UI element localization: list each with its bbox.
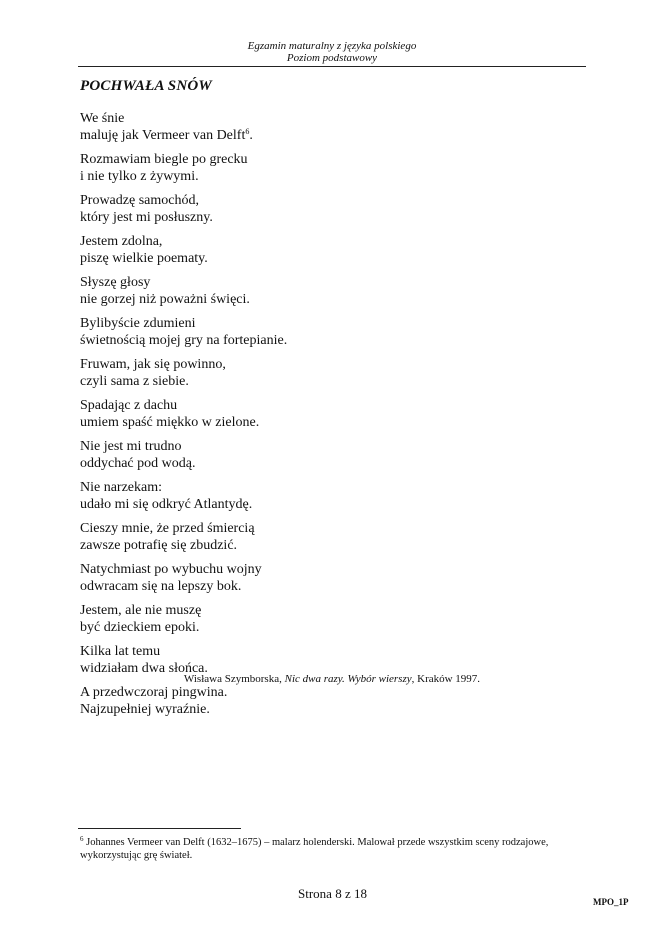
stanza bbox=[80, 602, 560, 636]
poem-line bbox=[80, 701, 560, 718]
poem-line: maluję jak Vermeer van Delft$^6$. bbox=[80, 127, 253, 143]
stanza bbox=[80, 315, 560, 349]
footnote-reference: 6 bbox=[245, 127, 250, 136]
poem-line-text: Prowadzę samochód, bbox=[80, 193, 199, 208]
poem-line bbox=[80, 151, 560, 168]
poem-line-text: Spadając z dachu bbox=[80, 398, 178, 413]
exam-title: Egzamin maturalny z języka polskiego bbox=[247, 40, 417, 52]
poem-line-text: Cieszy mnie, że przed śmiercią bbox=[80, 521, 255, 536]
poem-line-text: Jestem zdolna, bbox=[80, 234, 163, 249]
poem-line-text: oddychać pod wodą. bbox=[80, 456, 196, 471]
poem-line bbox=[80, 274, 560, 291]
poem-line bbox=[80, 332, 560, 349]
poem-line-text: czyli sama z siebie. bbox=[80, 374, 189, 389]
poem-line-text: Słyszę głosy bbox=[80, 275, 151, 290]
poem-line bbox=[80, 233, 560, 250]
stanza bbox=[80, 192, 560, 226]
source-author: Wisława Szymborska, bbox=[183, 673, 285, 685]
poem-line-text: A przedwczoraj pingwina. bbox=[80, 685, 228, 700]
poem-line bbox=[80, 291, 560, 308]
poem-line bbox=[80, 561, 560, 578]
poem-line bbox=[80, 250, 560, 267]
poem-line bbox=[80, 209, 560, 226]
page-header bbox=[78, 40, 586, 64]
poem-line-text: Natychmiast po wybuchu wojny bbox=[80, 562, 262, 577]
poem-line bbox=[80, 643, 560, 660]
poem-line-text: i nie tylko z żywymi. bbox=[80, 169, 199, 184]
stanza bbox=[80, 561, 560, 595]
poem-line-text: nie gorzej niż poważni święci. bbox=[80, 292, 250, 307]
stanza bbox=[80, 151, 560, 185]
stanza bbox=[80, 110, 560, 144]
poem-line bbox=[80, 684, 560, 701]
exam-level: Poziom podstawowy bbox=[286, 52, 378, 64]
poem-line bbox=[80, 397, 560, 414]
poem-line bbox=[80, 110, 560, 127]
page-number: Strona 8 z 18 bbox=[298, 886, 367, 901]
poem-line bbox=[80, 520, 560, 537]
poem-line bbox=[80, 537, 560, 554]
stanza bbox=[80, 274, 560, 308]
poem-line-text: udało mi się odkryć Atlantydę. bbox=[80, 497, 253, 512]
poem-line-text: maluję jak Vermeer van Delft bbox=[80, 128, 246, 143]
poem-line bbox=[80, 315, 560, 332]
poem-line-text: odwracam się na lepszy bok. bbox=[80, 579, 242, 594]
header-divider bbox=[78, 66, 586, 67]
poem-title: POCHWAŁA SNÓW bbox=[80, 78, 212, 94]
poem-line-text: Nie narzekam: bbox=[80, 480, 163, 495]
source-publication: , Kraków 1997. bbox=[411, 673, 481, 685]
stanza bbox=[80, 643, 560, 677]
poem-line bbox=[80, 438, 560, 455]
stanza bbox=[80, 520, 560, 554]
poem-line bbox=[80, 414, 560, 431]
poem-line-text: zawsze potrafię się zbudzić. bbox=[80, 538, 238, 553]
poem-line-text: piszę wielkie poematy. bbox=[80, 251, 208, 266]
poem-line-text: Kilka lat temu bbox=[80, 644, 161, 659]
stanza bbox=[80, 356, 560, 390]
footnote-number: 6 bbox=[80, 835, 84, 843]
footnote-text: Johannes Vermeer van Delft (1632–1675) – malarz holenderski. Malował przede wszystkim sceny rodzajowe, wykorzystując grę świateł. bbox=[80, 837, 549, 861]
poem-body bbox=[80, 110, 560, 725]
poem-line bbox=[80, 602, 560, 619]
stanza bbox=[80, 397, 560, 431]
poem-line bbox=[80, 496, 560, 513]
poem-line-text: Rozmawiam biegle po grecku bbox=[80, 152, 248, 167]
poem-line-text: Fruwam, jak się powinno, bbox=[80, 357, 226, 372]
stanza bbox=[80, 438, 560, 472]
poem-line bbox=[80, 192, 560, 209]
poem-line-text: Najzupełniej wyraźnie. bbox=[80, 702, 210, 717]
footnote bbox=[80, 836, 590, 862]
poem-line-text: być dzieckiem epoki. bbox=[80, 620, 200, 635]
poem-line bbox=[80, 373, 560, 390]
poem-line-text: widziałam dwa słońca. bbox=[80, 661, 208, 676]
poem-line-text: Bylibyście zdumieni bbox=[80, 316, 196, 331]
stanza bbox=[80, 233, 560, 267]
poem-line-text: Jestem, ale nie muszę bbox=[80, 603, 202, 618]
source-book: Nic dwa razy. Wybór wierszy bbox=[284, 673, 412, 685]
poem-line bbox=[80, 578, 560, 595]
poem-line-text: We śnie bbox=[80, 111, 125, 126]
poem-line bbox=[80, 619, 560, 636]
poem-line-text: który jest mi posłuszny. bbox=[80, 210, 213, 225]
poem-line bbox=[80, 479, 560, 496]
poem-line-text: umiem spaść miękko w zielone. bbox=[80, 415, 260, 430]
footnote-divider bbox=[78, 828, 241, 829]
poem-line-text: świetnością mojej gry na fortepianie. bbox=[80, 333, 288, 348]
poem-source bbox=[78, 673, 586, 685]
poem-line-text: Nie jest mi trudno bbox=[80, 439, 182, 454]
exam-code: MPO_1P bbox=[593, 897, 629, 907]
stanza bbox=[80, 479, 560, 513]
poem-line bbox=[80, 455, 560, 472]
poem-line bbox=[80, 356, 560, 373]
poem-line bbox=[80, 168, 560, 185]
stanza bbox=[80, 684, 560, 718]
